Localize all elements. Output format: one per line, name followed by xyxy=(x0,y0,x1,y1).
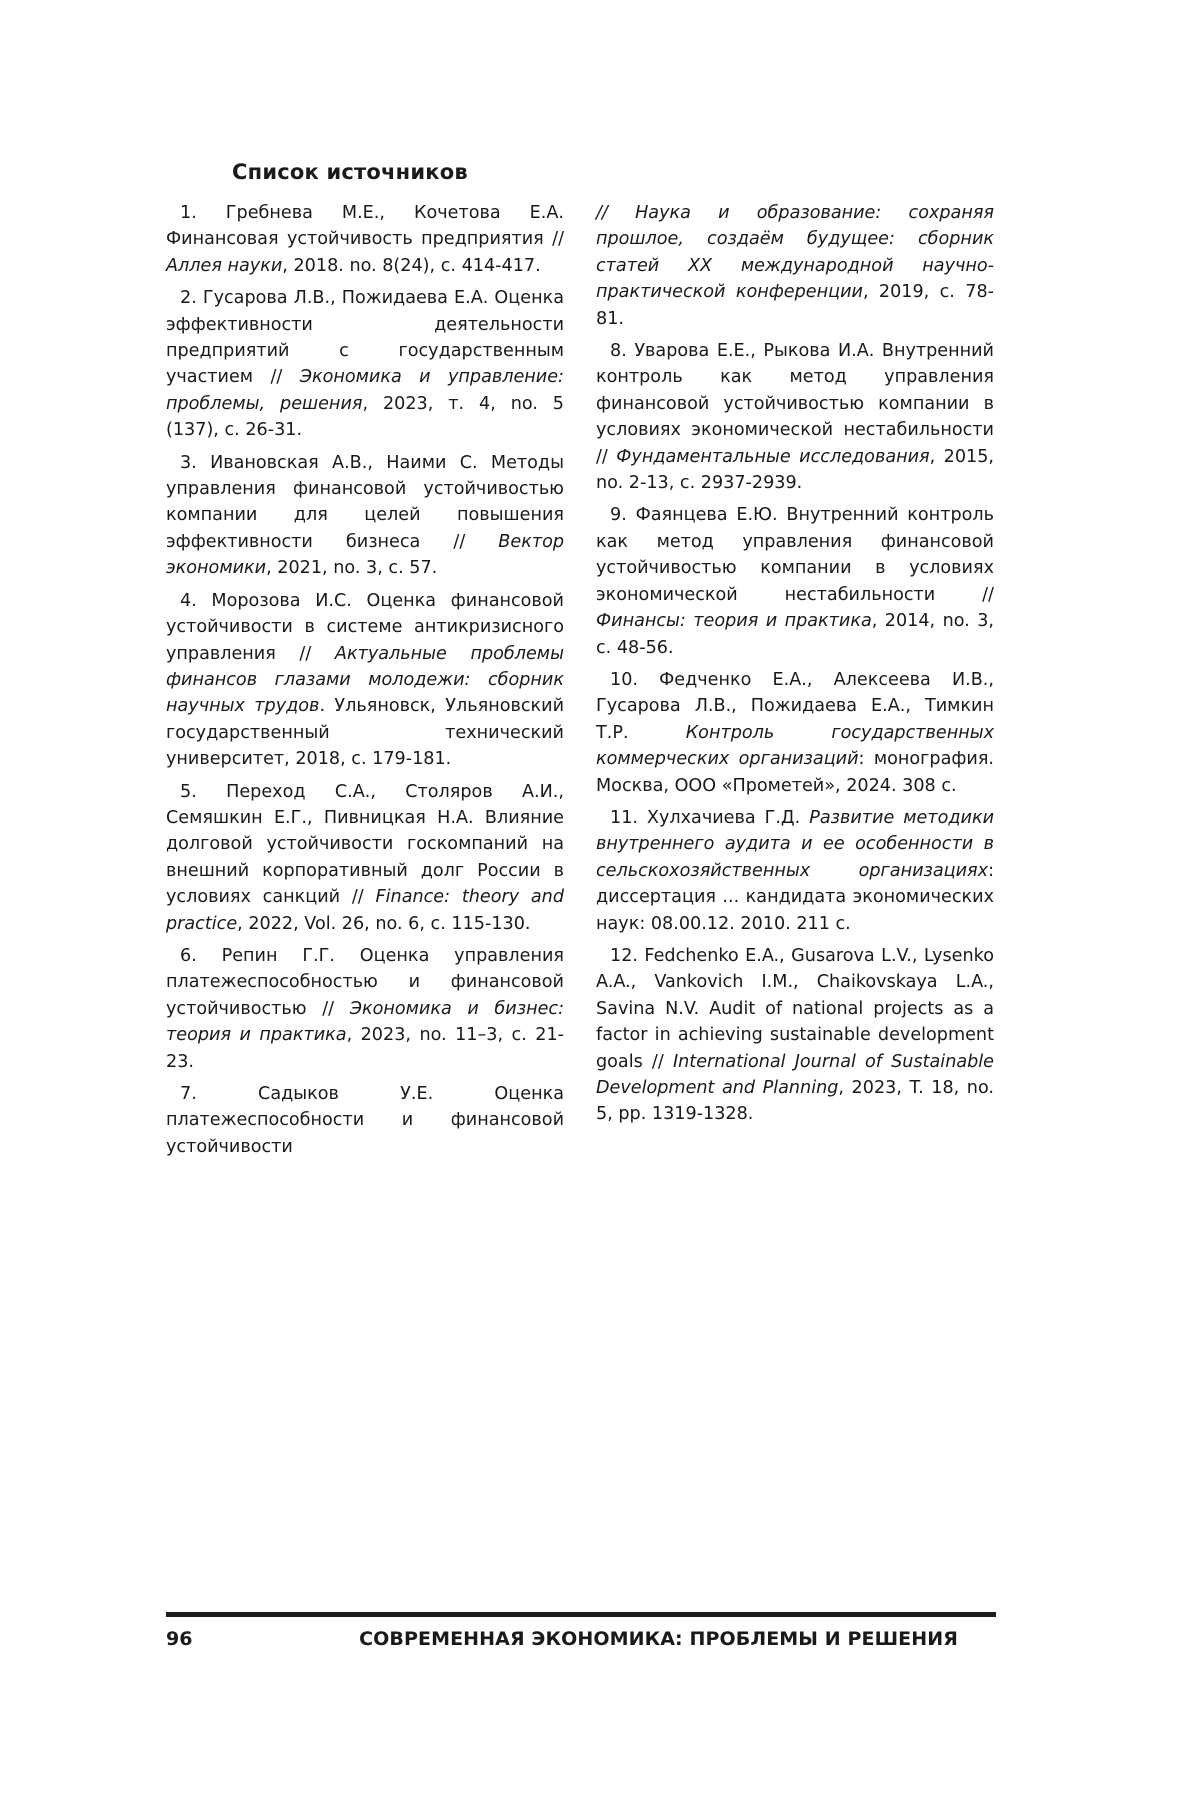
reference-item: 10. Федченко Е.А., Алексеева И.В., Гусарова Л.В., Пожидаева Е.А., Тимкин Т.Р. Контроль государственных коммерческих организаций: монография. Москва, ООО «Прометей», 2024. 308 с. xyxy=(596,667,994,799)
references-column-left xyxy=(166,200,564,1166)
reference-source: // Наука и образование: сохраняя прошлое, создаём будущее: сборник статей XX международной научно-практической конференции xyxy=(596,203,994,302)
reference-item: 8. Уварова Е.Е., Рыкова И.А. Внутренний контроль как метод управления финансовой устойчивостью компании в условиях экономической нестабильности // Фундаментальные исследования, 2015, no. 2-13, с. 2937-2939. xyxy=(596,338,994,496)
reference-source: Вектор экономики xyxy=(166,532,564,578)
reference-source: International Journal of Sustainable Development and Planning xyxy=(596,1052,994,1098)
reference-source: Контроль государственных коммерческих организаций xyxy=(596,723,994,769)
reference-item-continued: // Наука и образование: сохраняя прошлое, создаём будущее: сборник статей XX международной научно-практической конференции, 2019, с. 78-81. xyxy=(596,200,994,332)
reference-source: Аллея науки xyxy=(166,256,282,276)
reference-item: 9. Фаянцева Е.Ю. Внутренний контроль как метод управления финансовой устойчивостью компании в условиях экономической нестабильности // Финансы: теория и практика, 2014, no. 3, с. 48-56. xyxy=(596,502,994,660)
reference-item: 2. Гусарова Л.В., Пожидаева Е.А. Оценка эффективности деятельности предприятий с государственным участием // Экономика и управление: проблемы, решения, 2023, т. 4, no. 5 (137), с. 26-31. xyxy=(166,285,564,443)
reference-item: 12. Fedchenko E.A., Gusarova L.V., Lysenko A.A., Vankovich I.M., Chaikovskaya L.A., Savina N.V. Audit of national projects as a factor in achieving sustainable development goals // International Journal of Sustainable Development and Planning, 2023, T. 18, no. 5, pp. 1319-1328. xyxy=(596,943,994,1128)
reference-source: Фундаментальные исследования xyxy=(616,447,929,467)
references-heading: Список источников xyxy=(232,160,468,184)
reference-item: 7. Садыков У.Е. Оценка платежеспособности и финансовой устойчивости xyxy=(166,1081,564,1160)
running-title: СОВРЕМЕННАЯ ЭКОНОМИКА: ПРОБЛЕМЫ И РЕШЕНИЯ xyxy=(359,1628,958,1650)
reference-item: 1. Гребнева М.Е., Кочетова Е.А. Финансовая устойчивость предприятия // Аллея науки, 2018. no. 8(24), с. 414-417. xyxy=(166,200,564,279)
reference-item: 3. Ивановская А.В., Наими С. Методы управления финансовой устойчивостью компании для целей повышения эффективности бизнеса // Вектор экономики, 2021, no. 3, с. 57. xyxy=(166,450,564,582)
reference-source: Finance: theory and practice xyxy=(166,887,564,933)
reference-item: 5. Переход С.А., Столяров А.И., Семяшкин Е.Г., Пивницкая Н.А. Влияние долговой устойчивости госкомпаний на внешний корпоративный долг России в условиях санкций // Finance: theory and practice, 2022, Vol. 26, no. 6, с. 115-130. xyxy=(166,779,564,937)
reference-item: 4. Морозова И.С. Оценка финансовой устойчивости в системе антикризисного управления // Актуальные проблемы финансов глазами молодежи: сборник научных трудов. Ульяновск, Ульяновский государственный технический университет, 2018, с. 179-181. xyxy=(166,588,564,773)
reference-item: 6. Репин Г.Г. Оценка управления платежеспособностью и финансовой устойчивостью // Экономика и бизнес: теория и практика, 2023, no. 11–3, с. 21-23. xyxy=(166,943,564,1075)
reference-source: Экономика и бизнес: теория и практика xyxy=(166,999,564,1045)
footer-rule xyxy=(166,1612,996,1617)
reference-item: 11. Хулхачиева Г.Д. Развитие методики внутреннего аудита и ее особенности в сельскохозяйственных организациях: диссертация ... кандидата экономических наук: 08.00.12. 2010. 211 с. xyxy=(596,805,994,937)
reference-source: Развитие методики внутреннего аудита и ее особенности в сельскохозяйственных организациях xyxy=(596,808,994,881)
reference-source: Экономика и управление: проблемы, решения xyxy=(166,367,564,413)
page-number: 96 xyxy=(166,1628,192,1650)
reference-source: Актуальные проблемы финансов глазами молодежи: сборник научных трудов xyxy=(166,644,564,717)
journal-page xyxy=(0,0,1200,1801)
references-column-right xyxy=(596,200,994,1134)
reference-source: Финансы: теория и практика xyxy=(596,611,872,631)
